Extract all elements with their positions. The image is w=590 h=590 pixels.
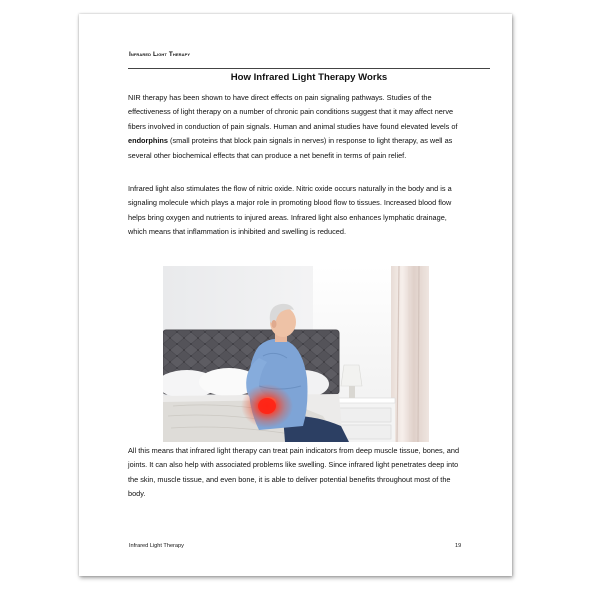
paragraph-1 <box>128 91 463 163</box>
back-pain-photo <box>163 266 429 442</box>
document-page <box>79 14 512 576</box>
page-number: 19 <box>455 543 462 549</box>
footer-title: Infrared Light Therapy <box>129 543 184 549</box>
paragraph-2: Infrared light also stimulates the flow of nitric oxide. Nitric oxide occurs naturally in the body and is a signaling molecule which plays a major role in promoting blood flow to tissues. Increased blood flow helps bring oxygen and nutrients to injured areas. Infrared light also enhances lymphatic drainage, which means that inflammation is inhibited and swelling is reduced. <box>128 184 452 237</box>
paragraph-1-bold-term: endorphins <box>128 136 168 146</box>
paragraph-3: All this means that infrared light therapy can treat pain indicators from deep muscle tissue, bones, and joints. It can also help with associated problems like swelling. Since infrared light penetrates deep into the skin, muscle tissue, and even bone, it is able to deliver potential benefits throughout most of the body. <box>128 446 460 499</box>
section-title: How Infrared Light Therapy Works <box>230 72 388 83</box>
header-divider <box>128 68 490 69</box>
paragraph-1-text-end: (small proteins that block pain signals in nerves) in response to light therapy, as well as several other biochemical effects that can produce a net benefit in terms of pain relief. <box>128 136 453 160</box>
paragraph-1-text-start: NIR therapy has been shown to have direct effects on pain signaling pathways. Studies of the effectiveness of light therapy on a number of chronic pain conditions suggest that it may affect nerve fibers involved in conduction of pain signals. Human and animal studies have found elevated levels of <box>128 93 458 131</box>
running-header: Infrared Light Therapy <box>129 51 191 58</box>
